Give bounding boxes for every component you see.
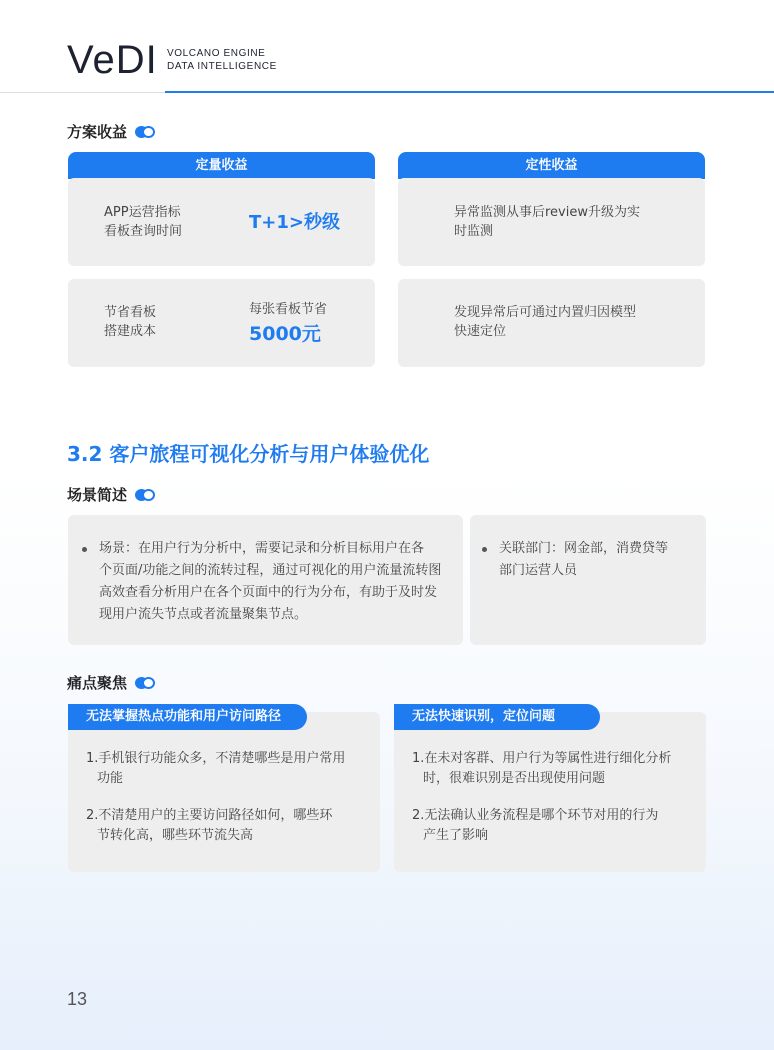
pain-card-right [394,712,706,872]
pain-points-heading [67,672,157,693]
qual-text-2 [454,303,636,341]
quant-value-1: T+1>秒级 [249,212,340,233]
scenario-main-card [68,515,463,645]
header-accent-line [165,91,774,93]
pain-left-item1-line2: 功能 [97,771,124,786]
pain-card-left [68,712,380,872]
brand-subtitle-line2: DATA INTELLIGENCE [167,61,277,72]
quant-value-2: 5000元 [249,323,321,345]
toggle-icon [135,125,157,139]
qual-text-2-line1: 发现异常后可通过内置归因模型 [454,305,637,320]
brand-subtitle-line1: VOLCANO ENGINE [167,48,266,59]
scenario-main-list-item [82,538,457,626]
tab-qualitative: 定性收益 [398,152,705,179]
section-title: 3.2 客户旅程可视化分析与用户体验优化 [67,442,430,466]
scenario-heading-text: 场景简述 [67,486,128,504]
qual-text-1-line2: 时监测 [454,224,494,239]
bullet-dot [82,547,87,552]
tab-quantitative: 定量收益 [68,152,375,179]
brand-logo: VeDI [67,38,158,82]
scenario-side-list-item [482,538,702,582]
qual-text-2-line2: 快速定位 [454,324,507,339]
pain-right-item2-line1: 2.无法确认业务流程是哪个环节对用的行为 [412,808,659,823]
toggle-icon [135,676,157,690]
scenario-side-line2: 部门运营人员 [499,563,578,578]
scenario-main-line3: 高效查看分析用户在各个页面中的行为分布，有助于及时发 [99,585,438,600]
scenario-side-line1: 关联部门：网金部，消费贷等 [499,541,669,556]
pain-left-item2 [86,806,376,846]
pain-left-item1-line1: 1.手机银行功能众多，不清楚哪些是用户常用 [86,751,346,766]
qual-card-attribution [398,279,705,367]
page-number: 13 [67,989,88,1009]
quant-label-1-line2: 看板查询时间 [104,224,183,239]
benefits-heading [67,121,157,142]
scenario-side-card [470,515,706,645]
pain-left-item2-line1: 2.不清楚用户的主要访问路径如何，哪些环 [86,808,333,823]
quant-label-1 [104,203,182,241]
quant-label-1-line1: APP运营指标 [104,205,181,220]
scenario-main-line1: 场景：在用户行为分析中，需要记录和分析目标用户在各 [99,541,425,556]
quant-label-2-line2: 搭建成本 [104,324,157,339]
pain-tab-left: 无法掌握热点功能和用户访问路径 [68,704,307,730]
quant-value-2-prefix: 每张看板节省 [249,302,328,317]
qual-text-1 [454,203,640,241]
quant-card-query-time [68,178,375,266]
qual-card-monitoring [398,178,705,266]
scenario-heading [67,484,157,505]
brand-subtitle [167,47,277,73]
quant-card-cost [68,279,375,367]
pain-right-item2 [412,806,702,846]
scenario-main-line2: 个页面/功能之间的流转过程，通过可视化的用户流量流转图 [99,563,442,578]
pain-right-item1-line1: 1.在未对客群、用户行为等属性进行细化分析 [412,751,672,766]
toggle-icon [135,488,157,502]
quant-label-2-line1: 节省看板 [104,305,157,320]
pain-left-item1 [86,749,376,789]
benefits-heading-text: 方案收益 [67,123,128,141]
scenario-main-line4: 现用户流失节点或者流量聚集节点。 [99,607,308,622]
pain-points-heading-text: 痛点聚焦 [67,674,128,692]
pain-right-item1 [412,749,702,789]
pain-left-item2-line2: 节转化高，哪些环节流失高 [97,828,254,843]
pain-right-item1-line2: 时，很难识别是否出现使用问题 [423,771,606,786]
bullet-dot [482,547,487,552]
quant-label-2 [104,303,156,341]
pain-right-item2-line2: 产生了影响 [423,828,489,843]
pain-tab-right: 无法快速识别，定位问题 [394,704,600,730]
qual-text-1-line1: 异常监测从事后review升级为实 [454,205,640,220]
